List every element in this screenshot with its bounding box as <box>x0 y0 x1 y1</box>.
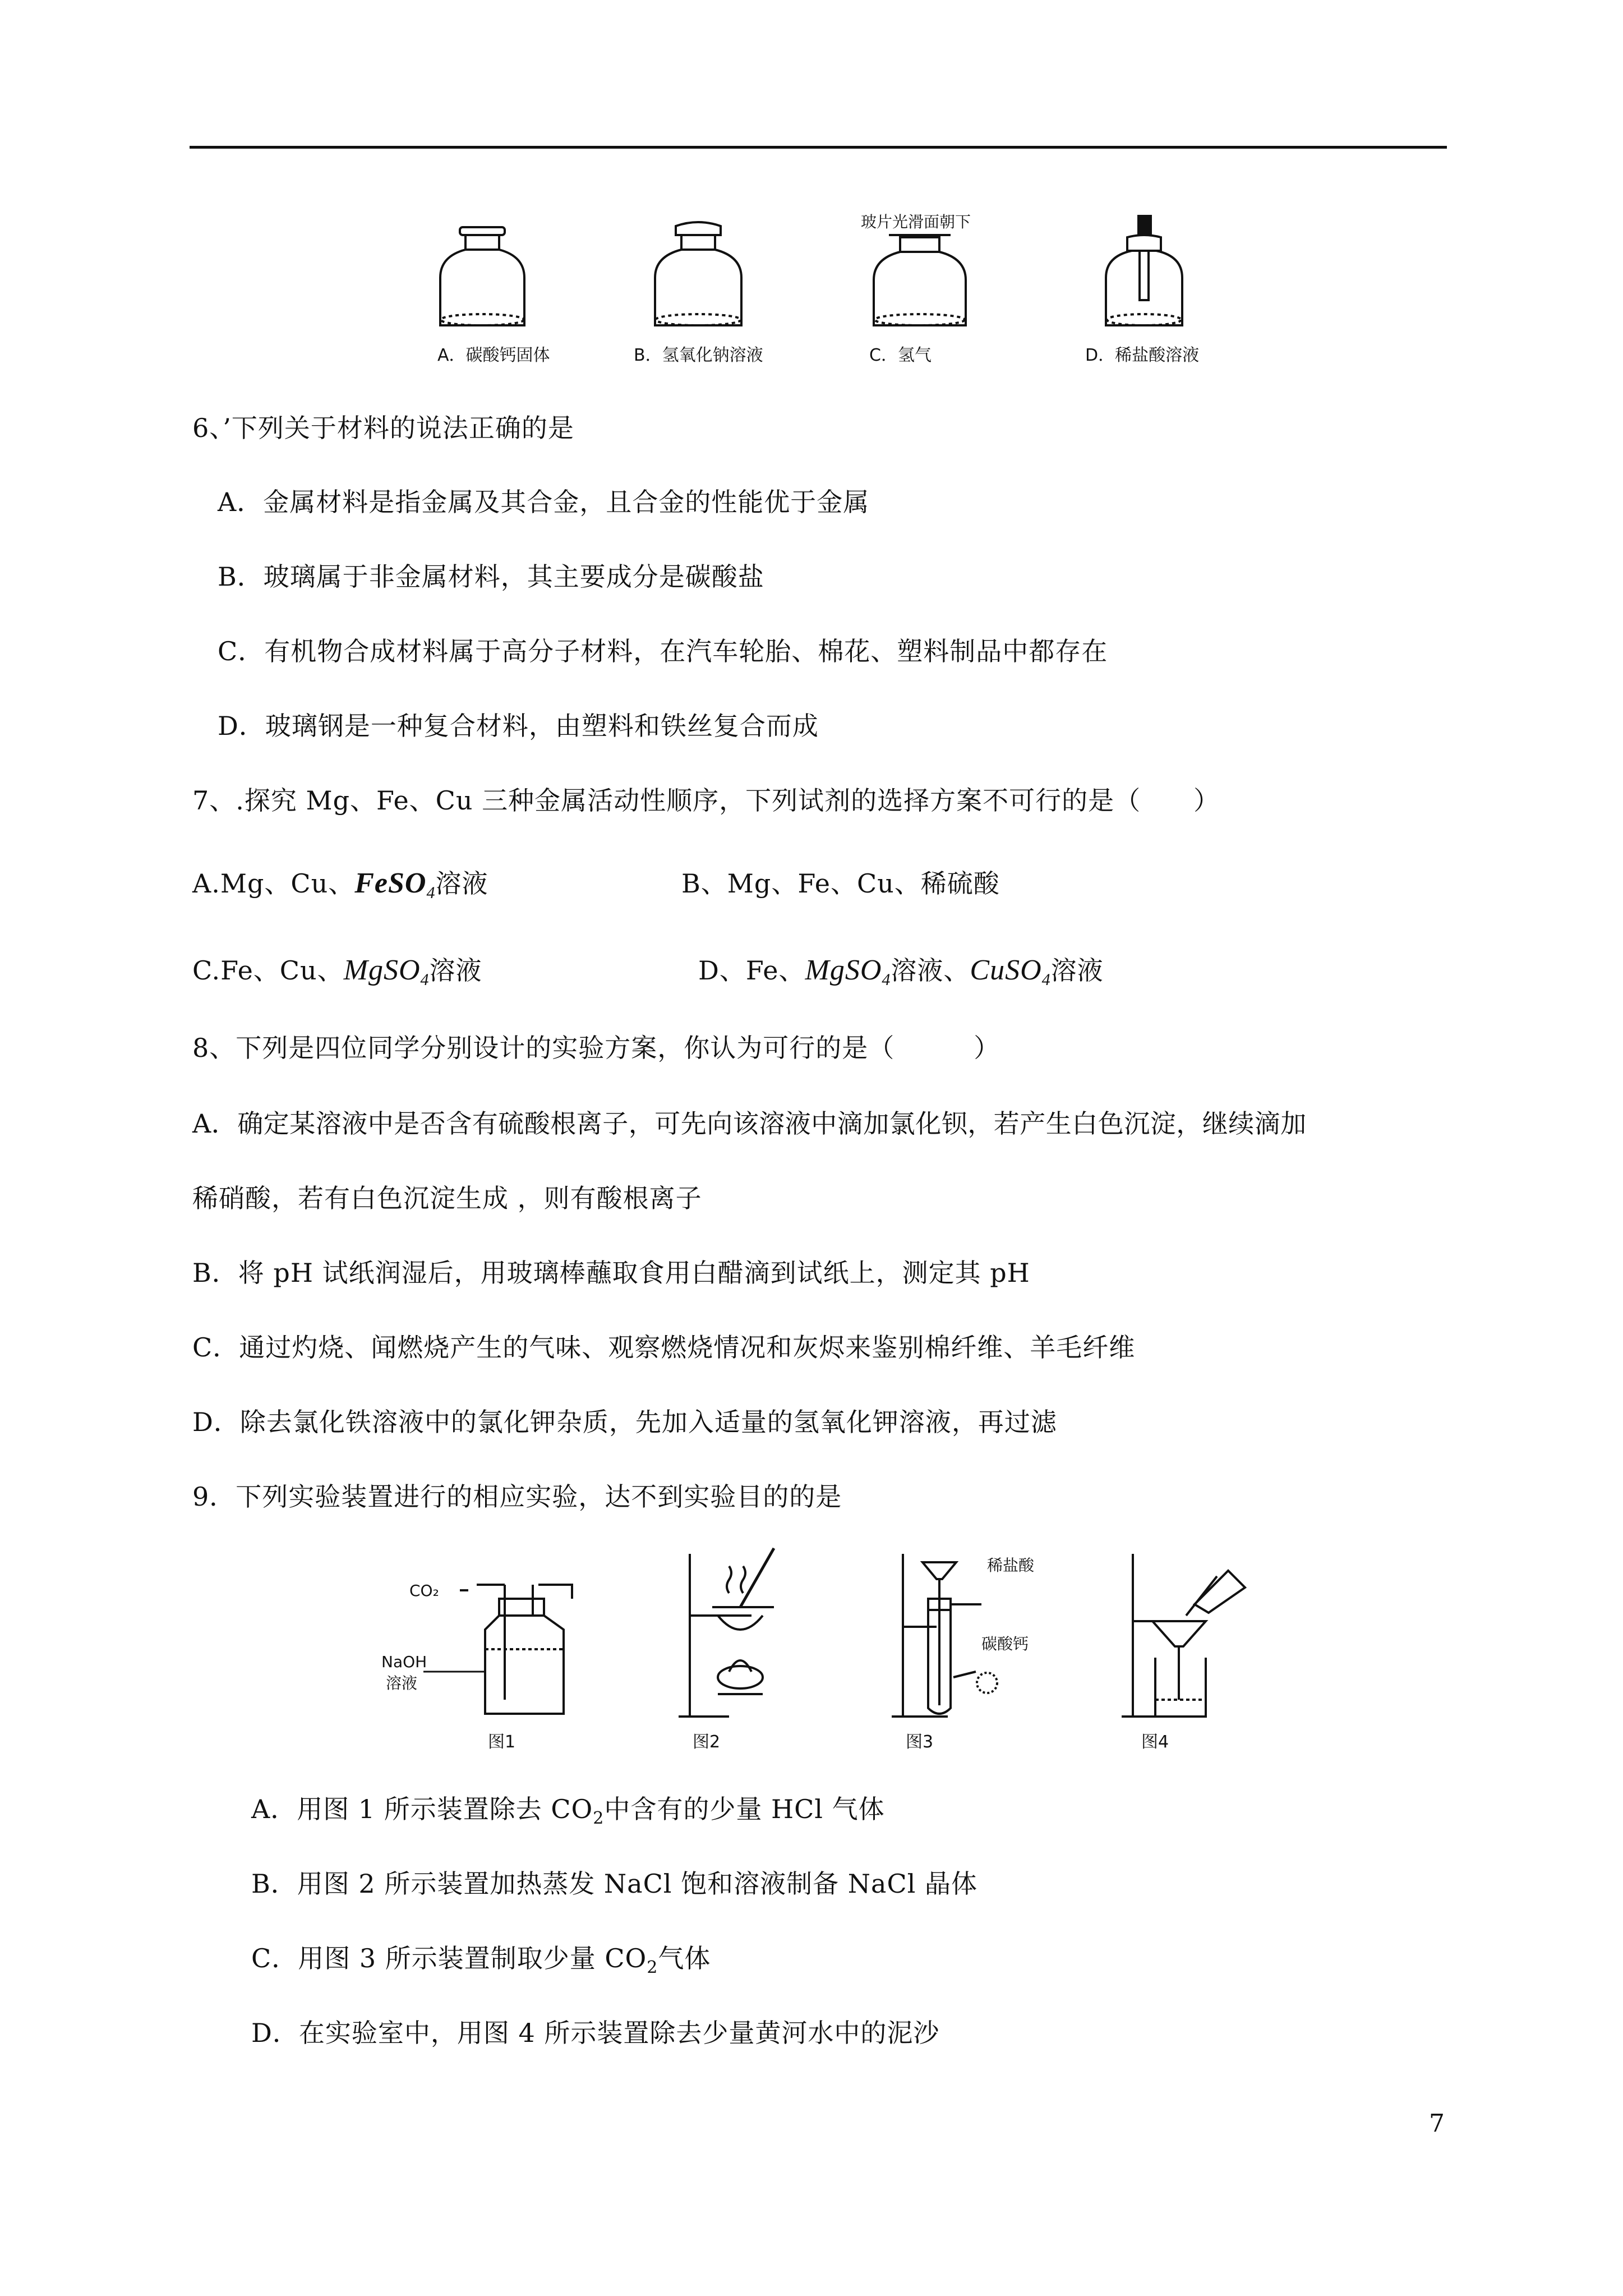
q9-option-b: B．用图 2 所示装置加热蒸发 NaCl 饱和溶液制备 NaCl 晶体 <box>251 1869 978 1899</box>
bottle-a-icon <box>440 227 524 325</box>
q7-option-c: C.Fe、Cu、MgSO$_4$溶液 <box>192 954 482 990</box>
q9-option-c: C．用图 3 所示装置制取少量 $CO_2$气体 <box>251 1943 711 1978</box>
bottle-caption-top: 玻片光滑面朝下 <box>861 213 971 231</box>
q6-option-a: A．金属材料是指金属及其合金，且合金的性能优于金属 <box>218 487 870 517</box>
label-naoh-solution: 溶液 <box>386 1674 418 1692</box>
q6-option-b: B．玻璃属于非金属材料，其主要成分是碳酸盐 <box>218 562 764 592</box>
q8-option-b: B．将 pH 试纸润湿后，用玻璃棒蘸取食用白醋滴到试纸上，测定其 pH <box>192 1258 1030 1288</box>
q6-option-c: C．有机物合成材料属于高分子材料，在汽车轮胎、棉花、塑料制品中都存在 <box>218 636 1108 666</box>
q8-stem: 8、下列是四位同学分别设计的实验方案，你认为可行的是（ ） <box>192 1033 1000 1063</box>
bottle-label-d: D．稀盐酸溶液 <box>1085 346 1200 365</box>
filtration-icon <box>1122 1554 1245 1717</box>
q6-stem: 6、’下列关于材料的说法正确的是 <box>192 413 574 443</box>
bottle-d-icon <box>1106 216 1182 325</box>
q7-stem: 7、.探究 Mg、Fe、Cu 三种金属活动性顺序，下列试剂的选择方案不可行的是（ ） <box>192 785 1220 816</box>
label-fig4: 图4 <box>1141 1732 1169 1752</box>
evaporation-stand-icon <box>679 1548 774 1717</box>
q9-option-a: A．用图 1 所示装置除去 $CO_2$中含有的少量 HCl 气体 <box>251 1794 885 1829</box>
bottle-label-a: A．碳酸钙固体 <box>437 346 550 365</box>
q8-option-a-line1: A．确定某溶液中是否含有硫酸根离子，可先向该溶液中滴加氯化钡，若产生白色沉淀，继续滴加 <box>192 1108 1307 1139</box>
bottle-c-icon <box>874 235 966 325</box>
label-hcl: 稀盐酸 <box>987 1556 1035 1575</box>
q7-option-d: D、Fe、MgSO$_4$溶液、CuSO$_4$溶液 <box>698 954 1104 990</box>
apparatus-figure <box>370 1537 1279 1761</box>
label-fig2: 图2 <box>693 1732 721 1752</box>
q9-stem: 9．下列实验装置进行的相应实验，达不到实验目的的是 <box>192 1481 842 1512</box>
q7-option-b: B、Mg、Fe、Cu、稀硫酸 <box>681 868 1000 899</box>
label-fig1: 图1 <box>488 1732 516 1752</box>
label-caco3: 碳酸钙 <box>981 1635 1029 1653</box>
q8-option-c: C．通过灼烧、闻燃烧产生的气味、观察燃烧情况和灰烬来鉴别棉纤维、羊毛纤维 <box>192 1332 1136 1363</box>
label-naoh: NaOH <box>381 1653 427 1671</box>
bottle-label-c: C．氢气 <box>869 346 932 365</box>
bottle-b-icon <box>655 222 741 325</box>
bottles-figure <box>415 210 1234 370</box>
label-fig3: 图3 <box>906 1732 934 1752</box>
bottle-label-b: B．氢氧化钠溶液 <box>634 346 763 365</box>
gas-washing-bottle-icon <box>423 1585 572 1714</box>
q9-option-d: D．在实验室中，用图 4 所示装置除去少量黄河水中的泥沙 <box>251 2018 940 2048</box>
page-number: 7 <box>1429 2109 1445 2138</box>
label-co2: CO₂ <box>409 1581 439 1600</box>
header-rule <box>190 146 1447 149</box>
q8-option-d: D．除去氯化铁溶液中的氯化钾杂质，先加入适量的氢氧化钾溶液，再过滤 <box>192 1407 1057 1437</box>
q6-option-d: D．玻璃钢是一种复合材料，由塑料和铁丝复合而成 <box>218 711 819 741</box>
q7-option-a: A.Mg、Cu、FeSO$_4$溶液 <box>192 867 488 903</box>
q8-option-a-line2: 稀硝酸，若有白色沉淀生成 ，则有酸根离子 <box>192 1183 702 1213</box>
